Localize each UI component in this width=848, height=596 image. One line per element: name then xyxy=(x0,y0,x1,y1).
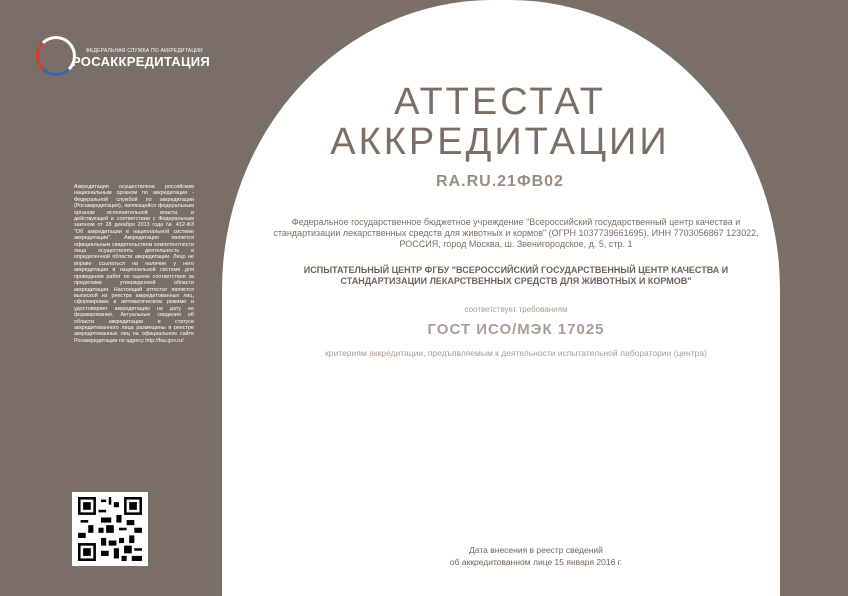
title-line-1: АТТЕСТАТ xyxy=(394,81,606,123)
testing-center-name: ИСПЫТАТЕЛЬНЫЙ ЦЕНТР ФГБУ "ВСЕРОССИЙСКИЙ ГОСУДАРСТВЕННЫЙ ЦЕНТР КАЧЕСТВА И СТАНДАРТИЗАЦИИ ЛЕКАРСТВЕННЫХ СРЕДСТВ ДЛЯ ЖИВОТНЫХ И КОРМОВ" xyxy=(303,265,729,286)
registry-date xyxy=(400,544,672,568)
title-line-2: АККРЕДИТАЦИИ xyxy=(330,121,670,163)
qr-code xyxy=(72,492,148,566)
registry-date-line-2: об аккредитованном лице 15 января 2016 г. xyxy=(449,557,623,567)
logo-emblem-icon xyxy=(36,36,76,76)
accreditation-notice: Аккредитация осуществлена российским национальным органом по аккредитации - Федеральной службой по аккредитации (Росаккредитация), являющейся федеральным органом исполнительной власти, и действующей в соответствии с Федеральным законом от 28 декабря 2013 года № 412-ФЗ "Об аккредитации в национальной системе аккредитации". Аккредитация является официальным свидетельством компетентности лица осуществлять деятельность в определенной области аккредитации. Лицо не вправе ссылаться на наличие у него аккредитации в национальной системе для проведения работ по оценке соответствия за пределами утвержденной области аккредитации. Настоящий аттестат является выпиской из реестра аккредитованных лиц, сформирован в автоматическом режиме и удостоверяет аккредитацию на дату ее формирования. Актуальные сведения об области аккредитации и статусе аккредитованного лица размещены в реестре аккредитованных лиц на официальном сайте Росаккредитации по адресу http://fsa.gov.ru/ xyxy=(74,184,194,344)
logo-title: РОСАККРЕДИТАЦИЯ xyxy=(72,54,211,69)
registry-date-line-1: Дата внесения в реестр сведений xyxy=(469,545,603,555)
standard-name: ГОСТ ИСО/МЭК 17025 xyxy=(427,321,605,338)
organization-details: Федеральное государственное бюджетное учреждение "Всероссийский государственный центр качества и стандартизации лекарственных средств для животных и кормов" (ОГРН 1037739661695), ИНН 7703056867 123022, РОССИЯ, город Москва, ш. Звенигородское, д. 5, стр. 1 xyxy=(273,217,759,249)
conformity-label: соответствует требованиям xyxy=(464,305,568,314)
rosakkreditaciya-logo xyxy=(30,34,211,84)
certificate-title xyxy=(300,82,700,162)
qr-code-icon xyxy=(78,497,142,561)
criteria-text: критериям аккредитации, предъявляемым к деятельности испытательной лаборатории (центра) xyxy=(325,348,707,358)
logo-subtitle: ФЕДЕРАЛЬНАЯ СЛУЖБА ПО АККРЕДИТАЦИИ xyxy=(86,48,203,54)
registration-number: RA.RU.21ФВ02 xyxy=(436,173,564,190)
